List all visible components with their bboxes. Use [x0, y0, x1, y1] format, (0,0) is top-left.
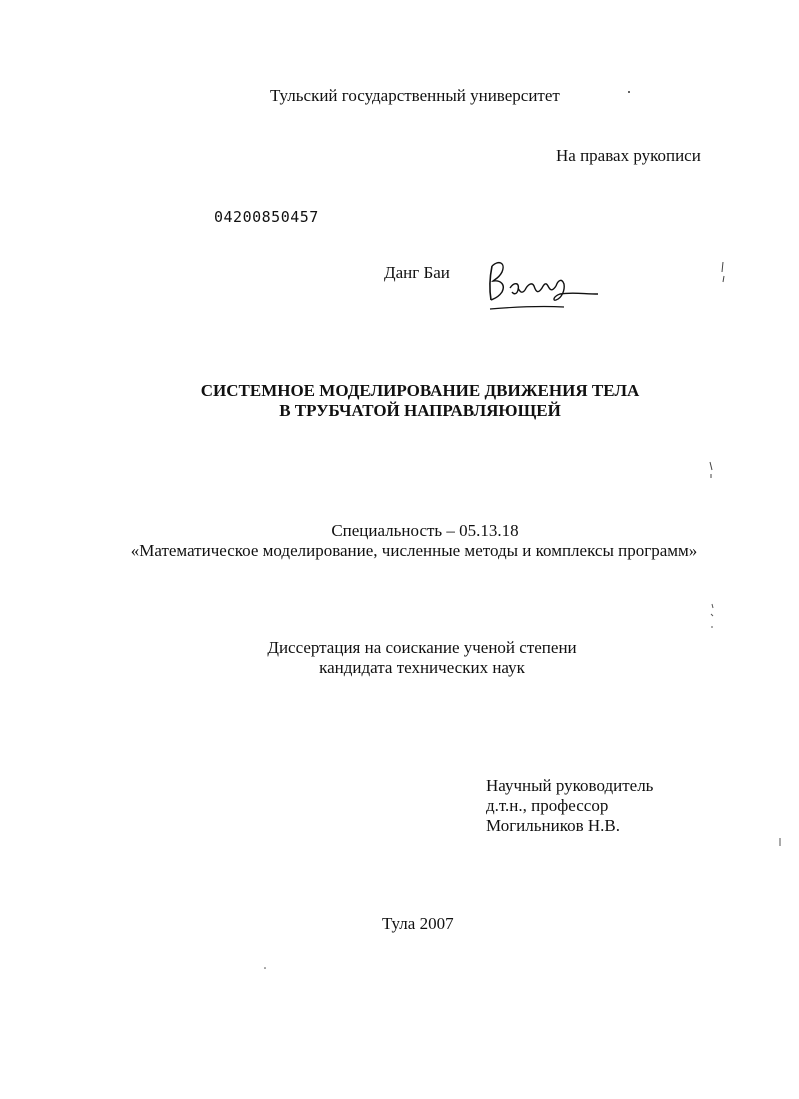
- thesis-title-line-2: В ТРУБЧАТОЙ НАПРАВЛЯЮЩЕЙ: [279, 401, 561, 420]
- inventory-number: 04200850457: [214, 208, 319, 226]
- degree-name: кандидата технических наук: [319, 658, 525, 677]
- supervisor-degree: д.т.н., профессор: [486, 796, 609, 815]
- thesis-title-line-1: СИСТЕМНОЕ МОДЕЛИРОВАНИЕ ДВИЖЕНИЯ ТЕЛА: [200, 381, 640, 400]
- supervisor-role: Научный руководитель: [486, 776, 654, 795]
- specialty-name: «Математическое моделирование, численные методы и комплексы программ»: [130, 541, 698, 560]
- specialty-code: Специальность – 05.13.18: [331, 521, 519, 540]
- author-signature: [484, 254, 604, 314]
- rights-note: На правах рукописи: [556, 146, 701, 165]
- degree-purpose: Диссертация на соискание ученой степени: [267, 638, 577, 657]
- university-name: Тульский государственный университет: [270, 86, 560, 105]
- author-name: Данг Баи: [384, 263, 450, 282]
- supervisor-name: Могильников Н.В.: [486, 816, 620, 835]
- city-year: Тула 2007: [382, 914, 454, 933]
